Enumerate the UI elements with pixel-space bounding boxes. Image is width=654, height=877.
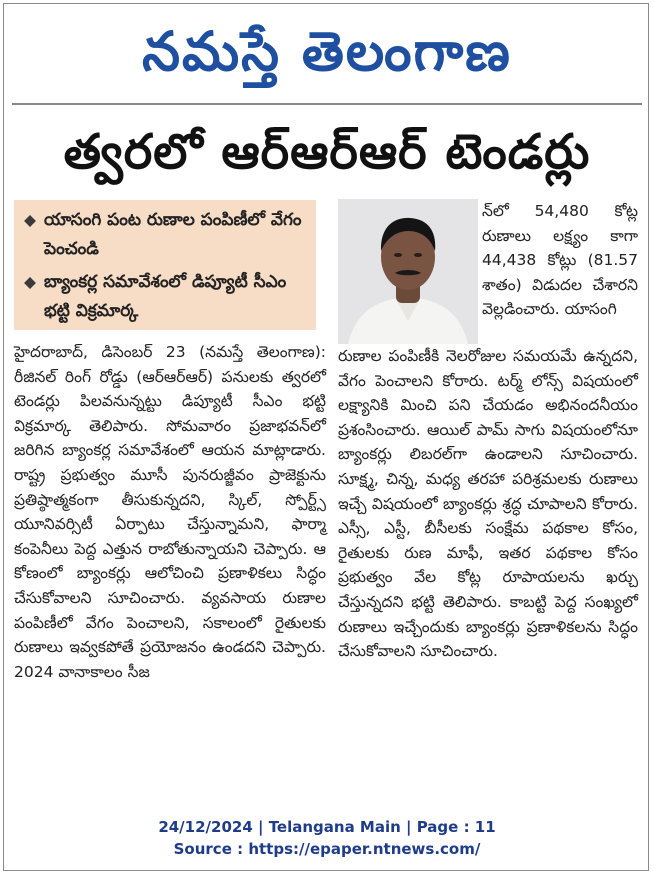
highlight-item (24, 206, 308, 264)
article-body-left: హైదరాబాద్‌, డిసెంబర్‌ 23 (నమస్తే తెలంగాణ): రీజినల్‌ రింగ్‌ రోడ్డు (ఆర్‌ఆర్‌ఆర్‌) పనులకు త్వరలో టెండర్లు పిలవనున్నట్టు డిప్యూటీ సీఎం భట్టి విక్రమార్క తెలిపారు. సోమవారం ప్రజాభవన్‌లో జరిగిన బ్యాంకర్ల సమావేశంలో ఆయన మాట్లాడారు. రాష్ట్ర ప్రభుత్వం మూసీ పునరుజ్జీవం ప్రాజెక్టును ప్రతిష్ఠాత్మకంగా తీసుకున్నదని, స్కిల్‌, స్పోర్ట్స్‌ యూనివర్సిటీ ఏర్పాటు చేస్తున్నామని, ఫార్మా కంపెనీలు పెద్ద ఎత్తున రాబోతున్నాయని చెప్పారు. ఆ కోణంలో బ్యాంకర్లు ఆలోచించి ప్రణాళికలు సిద్ధం చేసుకోవాలని సూచించారు. వ్యవసాయ రుణాల పంపిణీలో వేగం పెంచాలని, సకాలంలో రైతులకు రుణాలు ఇవ్వకపోతే ప్రయోజనం ఉండదని చెప్పారు. 2024 వానాకాలం సీజ (14, 343, 326, 681)
article-body-right: రుణాల పంపిణీకి నెలరోజుల సమయమే ఉన్నదని, వేగం పెంచాలని కోరారు. టర్మ్‌ లోన్స్‌ విషయంలో లక్ష్యానికి మించి పని చేయడం అభినందనీయం ప్రశంసించారు. ఆయిల్‌ పామ్‌ సాగు విషయంలోనూ బ్యాంకర్లు లిబరల్‌గా ఉండాలని సూచించారు. సూక్ష్మ, చిన్న, మధ్య తరహా పరిశ్రమలకు రుణాలు ఇచ్చే విషయంలో బ్యాంకర్లు శ్రద్ధ చూపాలని కోరారు. ఎస్సీ, ఎస్టీ, బీసీలకు సంక్షేమ పథకాల కోసం, రైతులకు రుణ మాఫీ, ఇతర పథకాల కోసం ప్రభుత్వం వేల కోట్ల రూపాయలను ఖర్చు చేస్తున్నదని భట్టి తెలిపారు. కాబట్టి పెద్ద సంఖ్యలో రుణాలు ఇచ్చేందుకు బ్యాంకర్లు ప్రణాళికలను సిద్ధం చేసుకోవాలని సూచించారు. (338, 347, 638, 661)
article-body-right-top: న్‌లో 54,480 కోట్ల రుణాలు లక్ష్యం కాగా 44,438 కోట్లు (81.57 శాతం) విడుదల చేశారని వెల్లడించారు. యాసంగి (482, 202, 638, 319)
diamond-bullet-icon (24, 215, 36, 227)
article-headline: త్వరలో ఆర్‌ఆర్‌ఆర్‌ టెండర్లు (63, 124, 591, 180)
highlight-text: యాసంగి పంట రుణాల పంపిణీలో వేగం పెంచండి (44, 210, 302, 259)
highlight-text: బ్యాంకర్ల సమావేశంలో డిప్యూటీ సీఎం భట్టి విక్రమార్క (44, 272, 287, 321)
footer-date-page: 24/12/2024 | Telangana Main | Page : 11 (158, 818, 496, 836)
masthead-divider (12, 103, 642, 105)
portrait-photo (338, 199, 478, 344)
footer-source: Source : https://epaper.ntnews.com/ (173, 840, 481, 858)
highlight-item (24, 268, 308, 326)
diamond-bullet-icon (24, 277, 36, 289)
portrait-photo-icon (338, 199, 478, 344)
highlights-box (14, 200, 316, 330)
newspaper-masthead: నమస్తే తెలంగాణ (142, 20, 512, 83)
